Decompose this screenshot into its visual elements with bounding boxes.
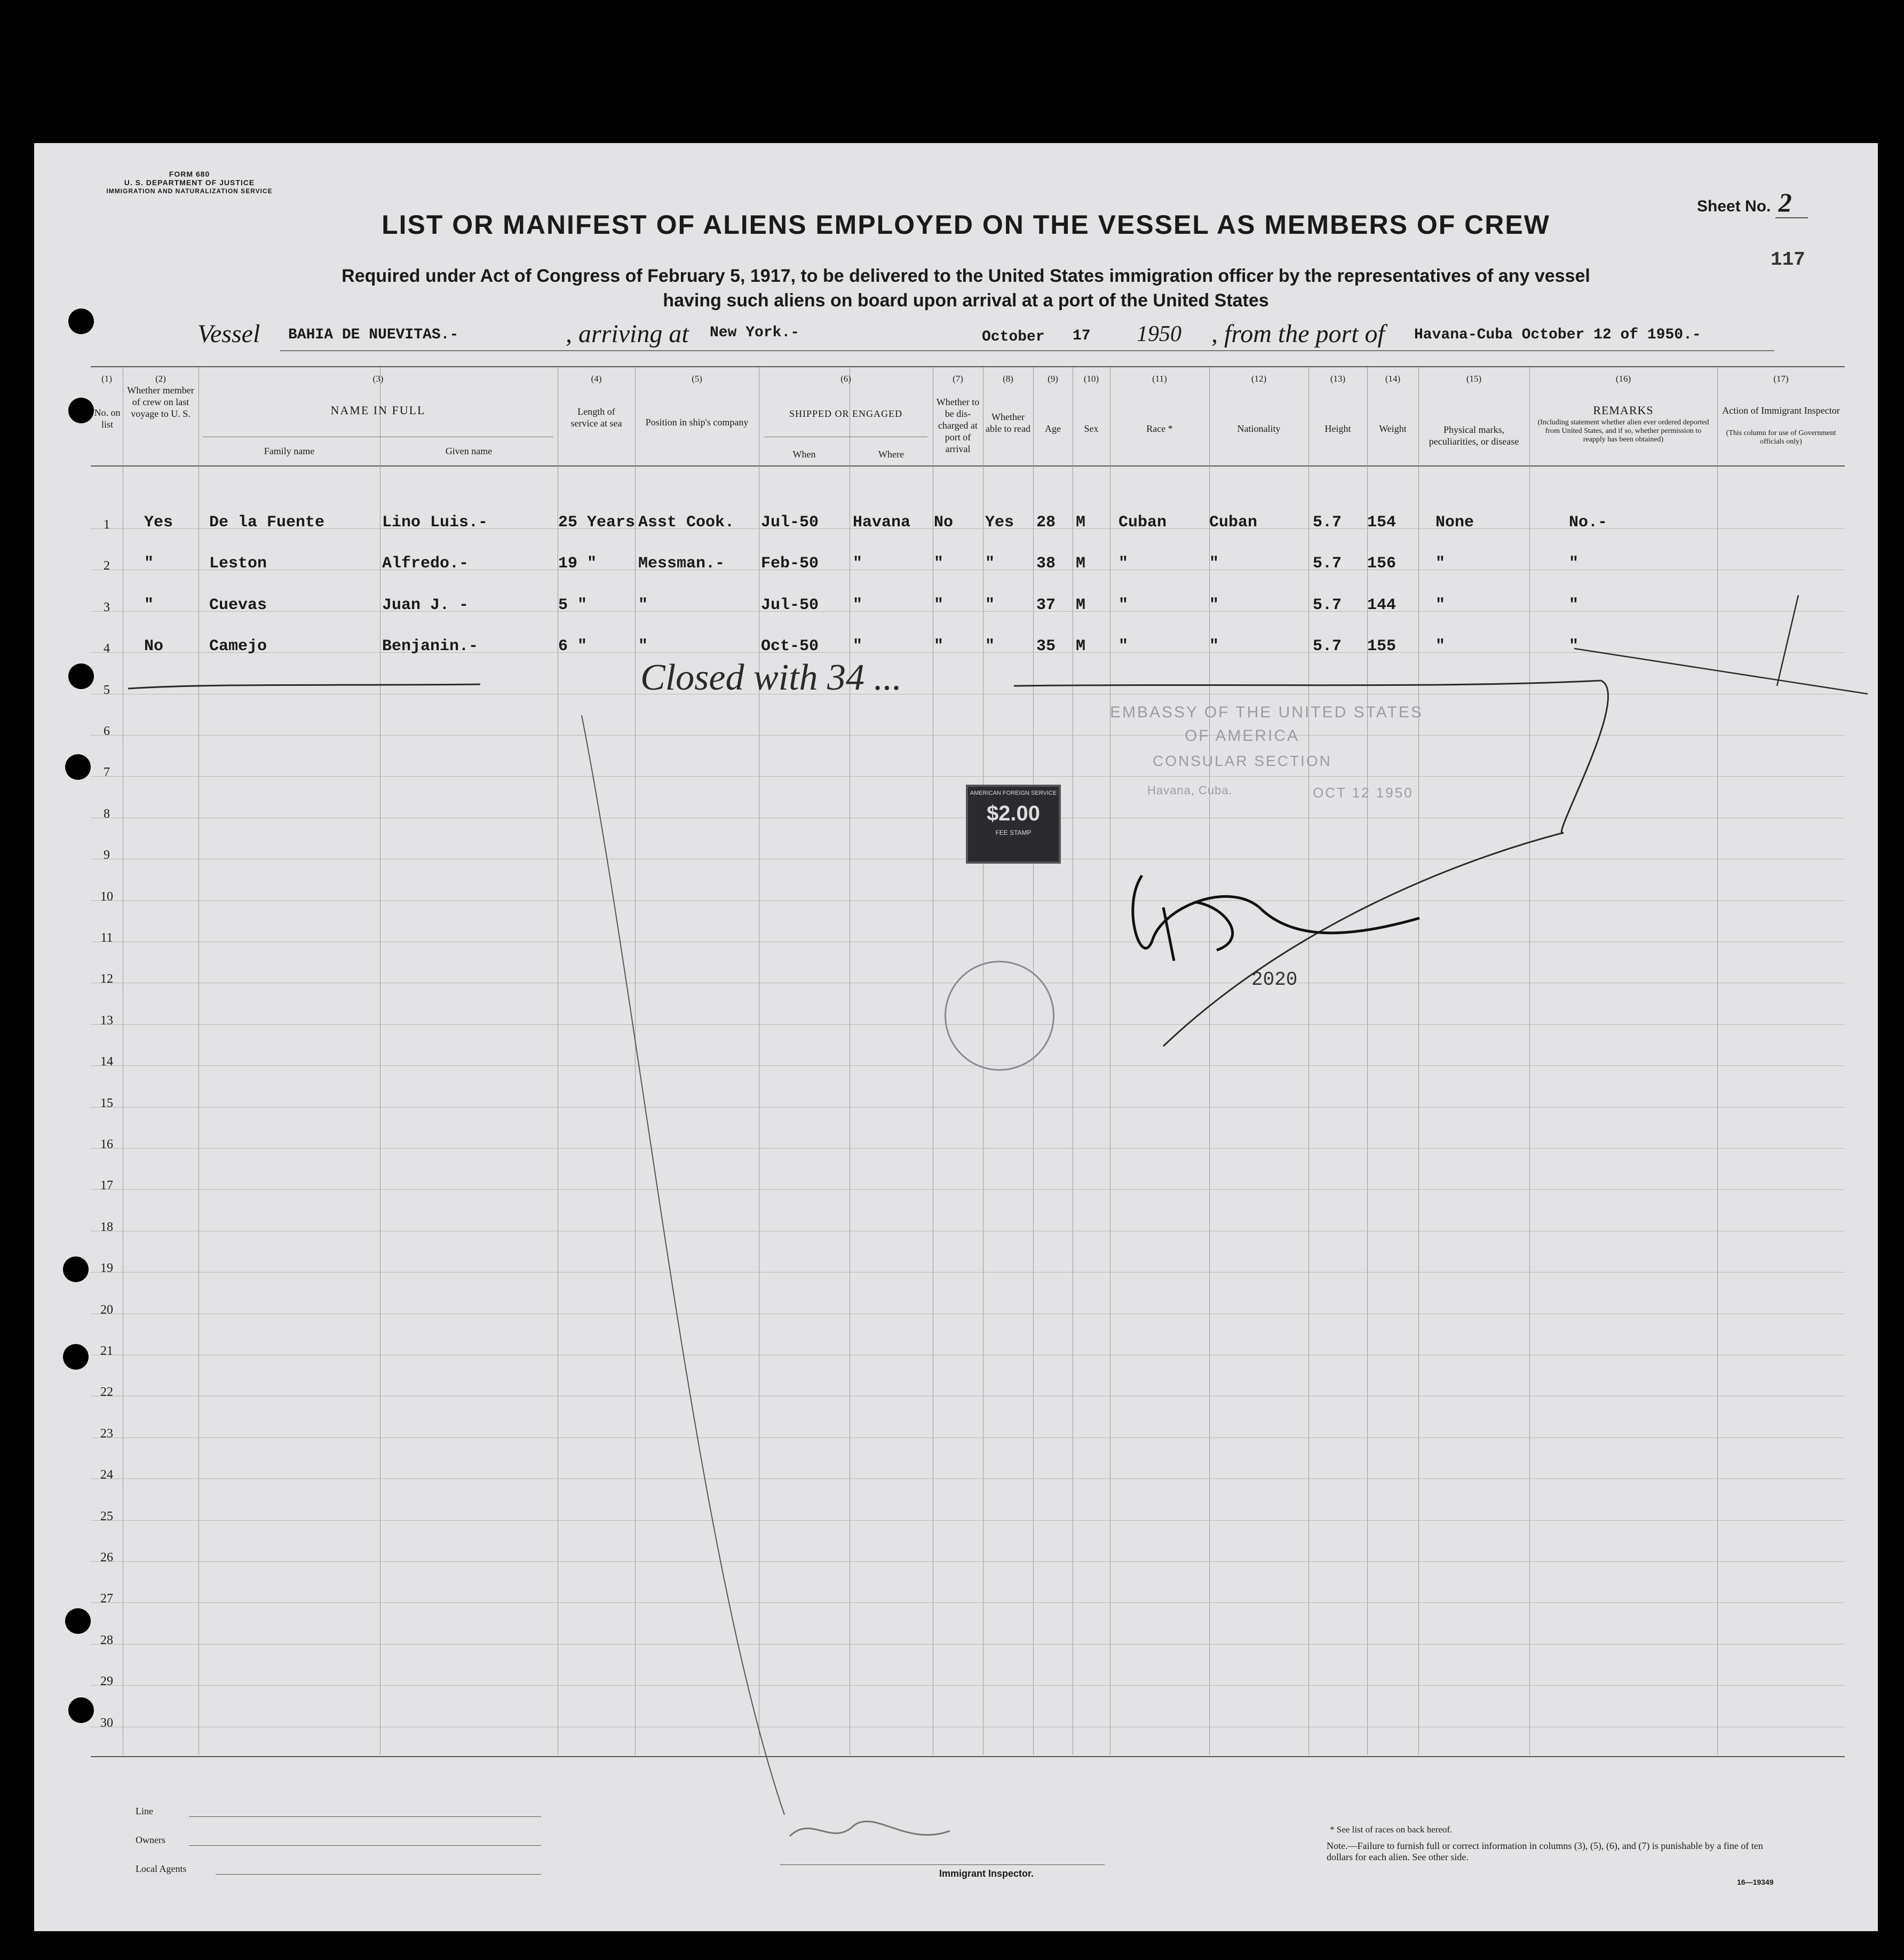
fee-stamp-bottom: FEE STAMP [995, 829, 1032, 836]
shipped-where-cell: " [853, 596, 863, 614]
race-cell: " [1118, 596, 1129, 614]
col-num-16: (16) [1615, 374, 1631, 384]
shipped-where-cell: Havana [853, 513, 911, 532]
col-num-6: (6) [840, 374, 851, 384]
fee-stamp-value: $2.00 [986, 802, 1041, 825]
row-number: 8 [104, 807, 110, 821]
service-name: IMMIGRATION AND NATURALIZATION SERVICE [106, 187, 273, 195]
given-name-cell: Benjanin.- [382, 637, 479, 656]
line-field [189, 1816, 541, 1817]
service-length-cell: 5 " [558, 596, 588, 614]
inspector-signature [790, 1821, 950, 1836]
vessel-label: Vessel [197, 320, 260, 348]
family-name-cell: Leston [209, 555, 267, 573]
physical-marks-cell: " [1435, 555, 1446, 573]
age-cell: 38 [1036, 555, 1056, 573]
row-number: 24 [100, 1468, 113, 1482]
row-number: 9 [104, 848, 110, 863]
col-num-1: (1) [101, 374, 112, 384]
remarks-cell: " [1569, 555, 1579, 573]
height-cell: 5.7 [1313, 637, 1342, 656]
able-to-read-cell: " [985, 555, 995, 573]
sex-cell: M [1076, 513, 1086, 532]
sex-cell: M [1076, 596, 1086, 614]
col-num-9: (9) [1048, 374, 1058, 384]
col-num-13: (13) [1330, 374, 1346, 384]
age-cell: 28 [1036, 513, 1056, 532]
stamp-line-1: EMBASSY OF THE UNITED STATES [1110, 704, 1423, 721]
arrival-year: 1950 [1137, 322, 1181, 346]
sex-cell: M [1076, 555, 1086, 573]
shipped-when-cell: Oct-50 [761, 637, 819, 656]
local-agents-label: Local Agents [136, 1863, 187, 1874]
form-number: FORM 680 [169, 170, 210, 178]
round-postmark [945, 961, 1054, 1071]
able-to-read-cell: Yes [985, 513, 1014, 532]
row-number: 3 [104, 600, 110, 614]
last-voyage-cell: Yes [144, 513, 173, 532]
height-cell: 5.7 [1313, 555, 1342, 573]
col-head-last-voyage: Whether member of crew on last voyage to U. S. [127, 385, 194, 419]
col-head-where: Where [878, 449, 904, 460]
service-length-cell: 6 " [558, 637, 588, 656]
col-num-2: (2) [155, 374, 166, 384]
col-num-5: (5) [692, 374, 702, 384]
physical-marks-cell: " [1435, 637, 1446, 656]
form-title: LIST OR MANIFEST OF ALIENS EMPLOYED ON THE VESSEL AS MEMBERS OF CREW [382, 210, 1550, 240]
col-num-8: (8) [1003, 374, 1013, 384]
subtitle-line-1: Required under Act of Congress of February 5, 1917, to be delivered to the United States immigration officer by the representatives of any vessel [342, 266, 1590, 286]
service-length-cell: 19 " [558, 555, 597, 573]
row-number: 30 [100, 1716, 113, 1730]
shipped-when-cell: Feb-50 [761, 555, 819, 573]
last-voyage-cell: No [144, 637, 164, 656]
col-head-when: When [792, 449, 816, 460]
stray-pen-line [582, 715, 784, 1815]
col-head-name: NAME IN FULL [330, 404, 426, 417]
fee-stamp [966, 785, 1061, 864]
closed-strike-line [1574, 649, 1868, 694]
col-head-sex: Sex [1084, 423, 1099, 434]
given-name-cell: Juan J. - [382, 596, 469, 614]
sheet-value: 2 [1775, 187, 1808, 218]
closed-strike-line [1014, 681, 1601, 686]
immigrant-inspector-label: Immigrant Inspector. [939, 1868, 1034, 1879]
col-head-family-name: Family name [264, 446, 315, 456]
height-cell: 5.7 [1313, 513, 1342, 532]
weight-cell: 144 [1367, 596, 1397, 614]
physical-marks-cell: " [1435, 596, 1446, 614]
given-name-cell: Lino Luis.- [382, 513, 488, 532]
form-code: 16—19349 [1737, 1878, 1774, 1886]
col-note-inspector-action: (This column for use of Government officials only) [1726, 429, 1836, 446]
discharged-cell: No [934, 513, 954, 532]
row-number: 7 [104, 765, 110, 780]
row-number: 19 [100, 1261, 113, 1276]
stamp-date: OCT 12 1950 [1313, 785, 1414, 801]
signature-number: 2020 [1251, 969, 1298, 991]
row-number: 29 [100, 1674, 113, 1689]
col-num-10: (10) [1083, 374, 1099, 384]
col-head-age: Age [1045, 423, 1061, 434]
consul-signature [1163, 902, 1233, 961]
closed-note: Closed with 34 ... [640, 657, 902, 698]
nationality-cell: " [1209, 596, 1219, 614]
row-number: 15 [100, 1096, 113, 1110]
nationality-cell: " [1209, 555, 1219, 573]
local-agents-field [216, 1874, 541, 1875]
row-number: 5 [104, 683, 110, 697]
line-label: Line [136, 1806, 153, 1816]
col-num-4: (4) [591, 374, 602, 384]
age-cell: 37 [1036, 596, 1056, 614]
col-head-inspector-action: Action of Immigrant Inspector [1722, 405, 1840, 416]
owners-field [189, 1845, 541, 1846]
races-note: * See list of races on back hereof. [1330, 1824, 1453, 1835]
shipped-when-cell: Jul-50 [761, 596, 819, 614]
row-number: 2 [104, 559, 110, 573]
service-length-cell: 25 Years [558, 513, 636, 532]
family-name-cell: Cuevas [209, 596, 267, 614]
height-cell: 5.7 [1313, 596, 1342, 614]
row-number: 17 [100, 1179, 113, 1193]
consul-signature [1133, 875, 1419, 948]
col-num-7: (7) [953, 374, 963, 384]
vessel-name: BAHIA DE NUEVITAS.- [288, 327, 459, 343]
subtitle-line-2: having such aliens on board upon arrival at a port of the United States [663, 290, 1269, 311]
arriving-label: , arriving at [566, 320, 689, 348]
given-name-cell: Alfredo.- [382, 555, 469, 573]
col-head-race: Race * [1146, 423, 1173, 434]
race-cell: " [1118, 637, 1129, 656]
row-number: 6 [104, 724, 110, 738]
department-name: U. S. DEPARTMENT OF JUSTICE [124, 178, 255, 187]
col-head-nationality: Nationality [1237, 423, 1281, 434]
col-head-list-no: No. on list [94, 407, 121, 430]
family-name-cell: De la Fuente [209, 513, 325, 532]
penalty-note: Note.—Failure to furnish full or correct information in columns (3), (5), (6), and (7) is punishable by a fine of ten dollars for each alien. See other side. [1327, 1840, 1763, 1862]
row-number: 18 [100, 1220, 113, 1234]
age-cell: 35 [1036, 637, 1056, 656]
position-cell: " [638, 596, 648, 614]
row-number: 12 [100, 972, 113, 986]
col-head-position: Position in ship's company [645, 417, 749, 428]
inspector-mark [1777, 595, 1798, 686]
remarks-cell: No.- [1569, 513, 1608, 532]
nationality-cell: Cuban [1209, 513, 1258, 532]
from-port-label: , from the port of [1211, 320, 1385, 348]
able-to-read-cell: " [985, 637, 995, 656]
discharged-cell: " [934, 555, 944, 573]
row-number: 26 [100, 1551, 113, 1564]
row-number: 13 [100, 1013, 113, 1028]
col-head-height: Height [1324, 423, 1351, 434]
departure-port: Havana-Cuba October 12 of 1950.- [1414, 327, 1701, 343]
row-number: 10 [100, 889, 113, 904]
physical-marks-cell: None [1435, 513, 1474, 532]
col-head-read: Whether able to read [986, 412, 1030, 434]
row-number: 4 [104, 642, 110, 656]
weight-cell: 155 [1367, 637, 1397, 656]
arrival-day: 17 [1073, 328, 1091, 344]
col-head-service: Length of service at sea [570, 406, 622, 429]
discharged-cell: " [934, 637, 944, 656]
able-to-read-cell: " [985, 596, 995, 614]
col-num-12: (12) [1251, 374, 1267, 384]
position-cell: Messman.- [638, 555, 725, 573]
col-num-14: (14) [1385, 374, 1401, 384]
sex-cell: M [1076, 637, 1086, 656]
last-voyage-cell: " [144, 555, 154, 573]
nationality-cell: " [1209, 637, 1219, 656]
shipped-when-cell: Jul-50 [761, 513, 819, 532]
stamp-line-3: CONSULAR SECTION [1153, 753, 1332, 769]
remarks-cell: " [1569, 637, 1579, 656]
page-mark: 117 [1771, 249, 1805, 271]
col-note-remarks: (Including statement whether alien ever ordered deported from United States, and if so, whether permission to reapply has been obtained) [1537, 418, 1709, 444]
col-num-15: (15) [1466, 374, 1482, 384]
arrival-month: October [982, 329, 1045, 345]
col-head-physical-marks: Physical marks, peculiarities, or disease [1429, 424, 1519, 447]
weight-cell: 154 [1367, 513, 1397, 532]
row-number: 25 [100, 1509, 113, 1523]
row-number: 1 [104, 518, 110, 532]
weight-cell: 156 [1367, 555, 1397, 573]
closed-strike-line [1561, 681, 1608, 833]
row-number: 11 [100, 931, 113, 945]
col-head-discharged: Whether to be dis-charged at port of arrival [936, 397, 980, 454]
footer-left [136, 1806, 541, 1880]
arriving-port: New York.- [710, 325, 800, 341]
closed-strike-line [1163, 833, 1564, 1046]
race-cell: " [1118, 555, 1129, 573]
shipped-where-cell: " [853, 637, 863, 656]
owners-label: Owners [136, 1835, 165, 1845]
row-number: 23 [100, 1426, 113, 1441]
col-num-3: (3) [372, 374, 384, 384]
sheet-label: Sheet No. [1697, 197, 1771, 215]
col-head-shipped: SHIPPED OR ENGAGED [789, 408, 902, 419]
position-cell: " [638, 637, 648, 656]
row-number: 16 [100, 1137, 113, 1151]
row-number: 22 [100, 1385, 113, 1400]
discharged-cell: " [934, 596, 944, 614]
col-head-given-name: Given name [445, 446, 493, 456]
col-num-17: (17) [1773, 374, 1789, 384]
family-name-cell: Camejo [209, 637, 267, 656]
col-head-weight: Weight [1379, 423, 1407, 434]
stamp-line-2: OF AMERICA [1185, 727, 1300, 745]
row-number: 27 [100, 1592, 113, 1606]
col-num-11: (11) [1152, 374, 1167, 384]
col-head-remarks: REMARKS [1593, 404, 1654, 417]
last-voyage-cell: " [144, 596, 154, 614]
closed-strike-line [128, 684, 480, 689]
inspector-signature-line [780, 1864, 1105, 1865]
row-number: 20 [100, 1302, 113, 1317]
fee-stamp-top: AMERICAN FOREIGN SERVICE [970, 790, 1057, 796]
remarks-cell: " [1569, 596, 1579, 614]
position-cell: Asst Cook. [638, 513, 735, 532]
race-cell: Cuban [1118, 513, 1167, 532]
shipped-where-cell: " [853, 555, 863, 573]
row-number: 28 [100, 1633, 113, 1647]
row-number: 14 [100, 1055, 113, 1069]
stamp-line-4: Havana, Cuba. [1147, 784, 1233, 797]
row-number: 21 [100, 1344, 113, 1358]
